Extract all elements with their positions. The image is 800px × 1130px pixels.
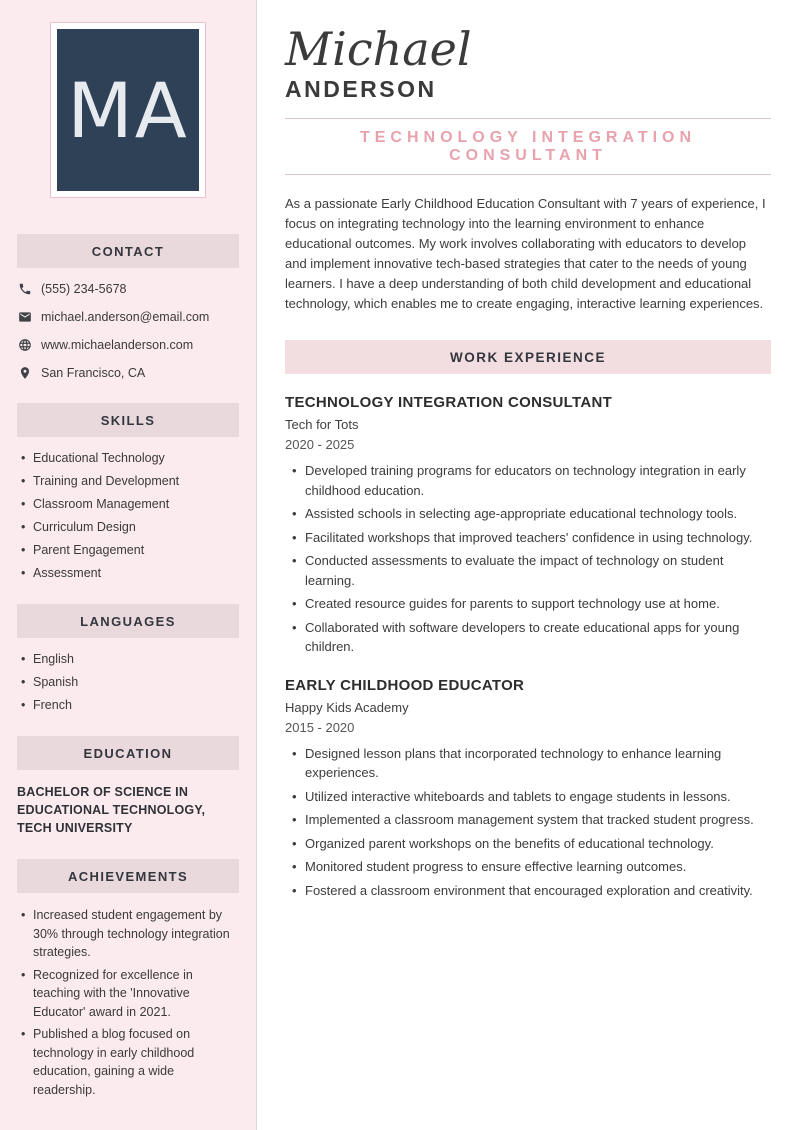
skill-item: • Parent Engagement [21,542,237,559]
language-item: • Spanish [21,674,237,691]
contact-item-location [18,366,238,381]
job-entry [285,677,771,901]
job-company: Tech for Tots [285,417,359,432]
contact-item-phone [18,282,238,297]
skill-item: • Educational Technology [21,450,237,467]
last-name: ANDERSON [285,76,437,102]
job-bullet: • Designed lesson plans that incorporated technology to enhance learning experiences. [292,744,771,783]
phone-icon [18,282,32,296]
skill-item: • Assessment [21,565,237,582]
job-bullet: • Developed training programs for educators on technology integration in early childhood education. [292,461,771,500]
profile-summary: As a passionate Early Childhood Education Consultant with 7 years of experience, I focus on integrating technology into the learning environment to enhance educational outcomes. My work involves collaborating with educators to develop and implement innovative tech-based strategies that cater to the needs of young learners. I have a deep understanding of both child development and educational technology, which enables me to create engaging, interactive learning experiences. [285,196,766,311]
job-bullet: • Assisted schools in selecting age-appropriate educational technology tools. [292,504,771,524]
resume-main [257,0,800,1130]
globe-icon [18,338,32,352]
skill-item: • Classroom Management [21,496,237,513]
language-item: • French [21,697,237,714]
location-icon [18,366,32,380]
contact-phone-text: (555) 234-5678 [41,282,127,296]
job-title: TECHNOLOGY INTEGRATION CONSULTANT [285,394,613,411]
job-bullet-list [285,461,771,657]
job-bullet-list [285,744,771,901]
job-bullet: • Organized parent workshops on the benefits of educational technology. [292,834,771,854]
achievement-item: • Recognized for excellence in teaching with the 'Innovative Educator' award in 2021. [21,966,237,1022]
contact-section-header: CONTACT [17,234,239,268]
achievement-item: • Published a blog focused on technology in early childhood education, gaining a wide readership. [21,1025,237,1099]
achievements-section-header: ACHIEVEMENTS [17,859,239,893]
job-bullet: • Implemented a classroom management system that tracked student progress. [292,810,771,830]
work-experience-header: WORK EXPERIENCE [285,340,771,374]
contact-website-text: www.michaelanderson.com [41,338,194,352]
skill-item: • Training and Development [21,473,237,490]
job-entry [285,394,771,657]
education-section-header: EDUCATION [17,736,239,770]
job-bullet: • Collaborated with software developers to create educational apps for young children. [292,618,771,657]
contact-email-text: michael.anderson@email.com [41,310,210,324]
achievements-list [17,893,239,1099]
skill-item: • Curriculum Design [21,519,237,536]
sidebar [0,0,257,1130]
job-bullet: • Conducted assessments to evaluate the impact of technology on student learning. [292,551,771,590]
languages-list [17,638,239,714]
education-degree: BACHELOR OF SCIENCE IN EDUCATIONAL TECHNOLOGY, TECH UNIVERSITY [17,785,206,835]
job-bullet: • Facilitated workshops that improved teachers' confidence in using technology. [292,528,771,548]
avatar [50,22,206,198]
role-title: TECHNOLOGY INTEGRATION CONSULTANT [359,129,697,164]
job-bullet: • Monitored student progress to ensure effective learning outcomes. [292,857,771,877]
contact-item-email [18,310,238,325]
job-dates: 2020 - 2025 [285,437,355,452]
avatar-monogram-box [57,29,199,191]
avatar-initials: MA [67,65,189,155]
languages-section-header: LANGUAGES [17,604,239,638]
achievement-item: • Increased student engagement by 30% through technology integration strategies. [21,906,237,962]
email-icon [18,310,32,324]
job-bullet: • Utilized interactive whiteboards and tablets to engage students in lessons. [292,787,771,807]
contact-list [17,268,239,381]
job-dates: 2015 - 2020 [285,719,355,735]
job-title: EARLY CHILDHOOD EDUCATOR [285,676,525,694]
divider [285,118,771,119]
skills-list [17,437,239,582]
skills-section-header: SKILLS [17,403,239,437]
first-name: Michael [285,22,472,76]
divider [285,174,771,175]
language-item: • English [21,651,237,668]
job-bullet: • Fostered a classroom environment that encouraged exploration and creativity. [292,881,771,901]
job-company: Happy Kids Academy [285,699,409,715]
job-bullet: • Created resource guides for parents to support technology use at home. [292,594,771,614]
contact-location-text: San Francisco, CA [41,366,146,380]
contact-item-website [18,338,238,353]
